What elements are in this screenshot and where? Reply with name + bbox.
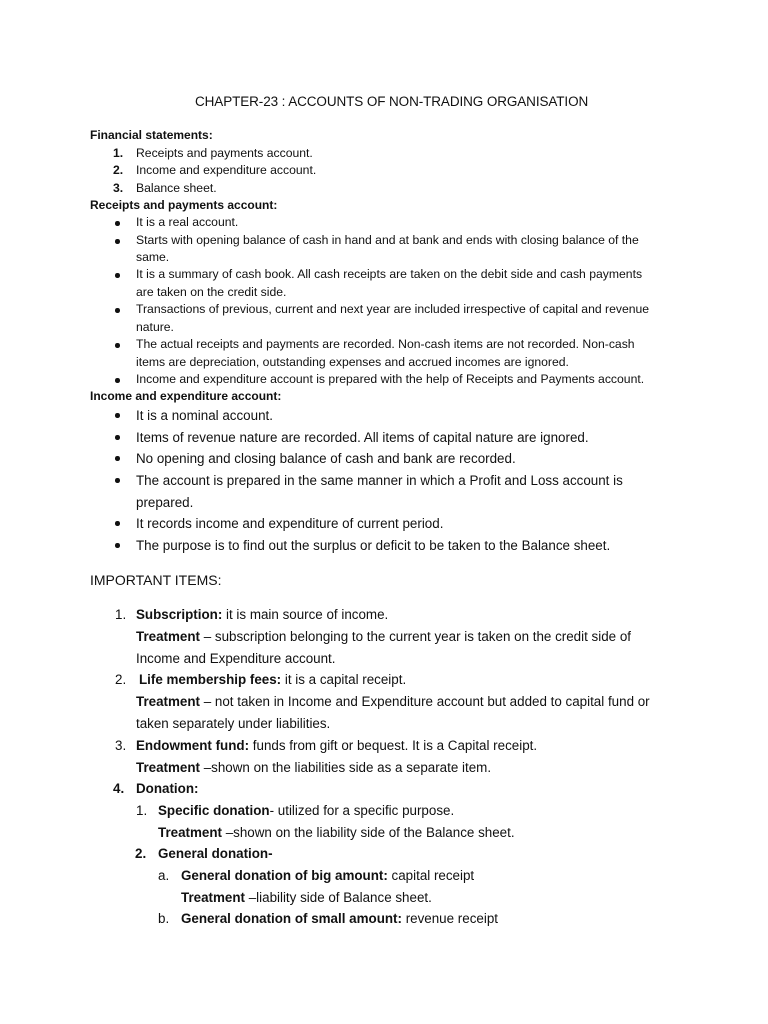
specific-donation-item	[158, 800, 454, 822]
bullet-icon	[115, 456, 120, 461]
specific-donation-text: - utilized for a specific purpose.	[269, 803, 455, 818]
treatment-text: –shown on the liability side of the Balance sheet.	[222, 825, 515, 840]
general-donation-big-text: capital receipt	[387, 868, 475, 883]
donation-label: Donation:	[136, 781, 199, 796]
general-donation-big-item	[181, 865, 474, 887]
general-donation-small-item	[181, 908, 498, 930]
subscription-text: it is main source of income.	[222, 607, 389, 622]
bullet-icon	[115, 273, 120, 278]
list-number: 1.	[115, 607, 127, 622]
list-number: 1.	[113, 146, 124, 160]
list-number: 3.	[113, 181, 124, 195]
list-item: Starts with opening balance of cash in hand and at bank and ends with closing balance of the	[136, 233, 639, 247]
treatment-label: Treatment	[136, 629, 200, 644]
life-membership-treatment-continued: taken separately under liabilities.	[136, 716, 331, 731]
list-item: Income and expenditure account is prepared with the help of Receipts and Payments account.	[136, 372, 645, 386]
bullet-icon	[115, 239, 120, 244]
list-item: No opening and closing balance of cash and bank are recorded.	[136, 451, 516, 466]
treatment-label: Treatment	[136, 694, 200, 709]
list-item-continued: items are depreciation, outstanding expenses and accrued incomes are ignored.	[136, 355, 569, 369]
specific-donation-label: Specific donation	[158, 803, 270, 818]
list-number: 2.	[115, 672, 127, 687]
list-item: Income and expenditure account.	[136, 163, 317, 177]
life-membership-treatment	[136, 691, 650, 713]
bullet-icon	[115, 478, 120, 483]
treatment-text: – not taken in Income and Expenditure account but added to capital fund or	[200, 694, 650, 709]
list-item: Items of revenue nature are recorded. All items of capital nature are ignored.	[136, 430, 589, 445]
subscription-treatment	[136, 626, 631, 648]
endowment-treatment	[136, 757, 491, 779]
list-item-continued: nature.	[136, 320, 174, 334]
subscription-treatment-continued: Income and Expenditure account.	[136, 651, 336, 666]
treatment-text: –shown on the liabilities side as a separate item.	[200, 760, 492, 775]
list-item: The account is prepared in the same manner in which a Profit and Loss account is	[136, 473, 623, 488]
bullet-icon	[115, 378, 120, 383]
list-number: 2.	[135, 846, 147, 861]
life-membership-text: it is a capital receipt.	[281, 672, 407, 687]
list-number: 1.	[136, 803, 148, 818]
list-item: Balance sheet.	[136, 181, 217, 195]
general-donation-small-label: General donation of small amount:	[181, 911, 402, 926]
specific-donation-treatment	[158, 822, 515, 844]
general-donation-big-label: General donation of big amount:	[181, 868, 388, 883]
bullet-icon	[115, 308, 120, 313]
list-item: The actual receipts and payments are recorded. Non-cash items are not recorded. Non-cash	[136, 337, 635, 351]
list-item: Transactions of previous, current and next year are included irrespective of capital and revenue	[136, 302, 650, 316]
list-item: The purpose is to find out the surplus or deficit to be taken to the Balance sheet.	[136, 538, 611, 553]
bullet-icon	[115, 221, 120, 226]
bullet-icon	[115, 543, 120, 548]
list-item: It records income and expenditure of current period.	[136, 516, 444, 531]
financial-statements-heading: Financial statements:	[90, 128, 213, 142]
treatment-text: –liability side of Balance sheet.	[245, 890, 432, 905]
bullet-icon	[115, 435, 120, 440]
list-item-continued: are taken on the credit side.	[136, 285, 287, 299]
general-donation-label: General donation-	[158, 846, 273, 861]
general-donation-big-treatment	[181, 887, 432, 909]
bullet-icon	[115, 413, 120, 418]
general-donation-small-text: revenue receipt	[401, 911, 498, 926]
bullet-icon	[115, 521, 120, 526]
subscription-label: Subscription:	[136, 607, 223, 622]
endowment-label: Endowment fund:	[136, 738, 250, 753]
treatment-text: – subscription belonging to the current year is taken on the credit side of	[200, 629, 631, 644]
page-title: CHAPTER-23 : ACCOUNTS OF NON-TRADING ORGANISATION	[195, 94, 589, 109]
endowment-item	[136, 735, 537, 757]
list-item: It is a nominal account.	[136, 408, 273, 423]
endowment-text: funds from gift or bequest. It is a Capital receipt.	[249, 738, 538, 753]
list-number: 4.	[113, 781, 125, 796]
important-items-heading: IMPORTANT ITEMS:	[90, 572, 222, 588]
list-item-continued: prepared.	[136, 495, 194, 510]
list-number: 2.	[113, 163, 124, 177]
life-membership-item	[139, 669, 406, 691]
list-item: Receipts and payments account.	[136, 146, 313, 160]
list-item: It is a real account.	[136, 215, 239, 229]
subscription-item	[136, 604, 388, 626]
life-membership-label: Life membership fees:	[139, 672, 282, 687]
list-letter: a.	[158, 868, 170, 883]
income-expenditure-heading: Income and expenditure account:	[90, 389, 282, 403]
list-letter: b.	[158, 911, 170, 926]
treatment-label: Treatment	[158, 825, 222, 840]
list-item: It is a summary of cash book. All cash receipts are taken on the debit side and cash payments	[136, 267, 643, 281]
treatment-label: Treatment	[136, 760, 200, 775]
list-item-continued: same.	[136, 250, 170, 264]
receipts-payments-heading: Receipts and payments account:	[90, 198, 278, 212]
treatment-label: Treatment	[181, 890, 245, 905]
bullet-icon	[115, 343, 120, 348]
list-number: 3.	[115, 738, 127, 753]
